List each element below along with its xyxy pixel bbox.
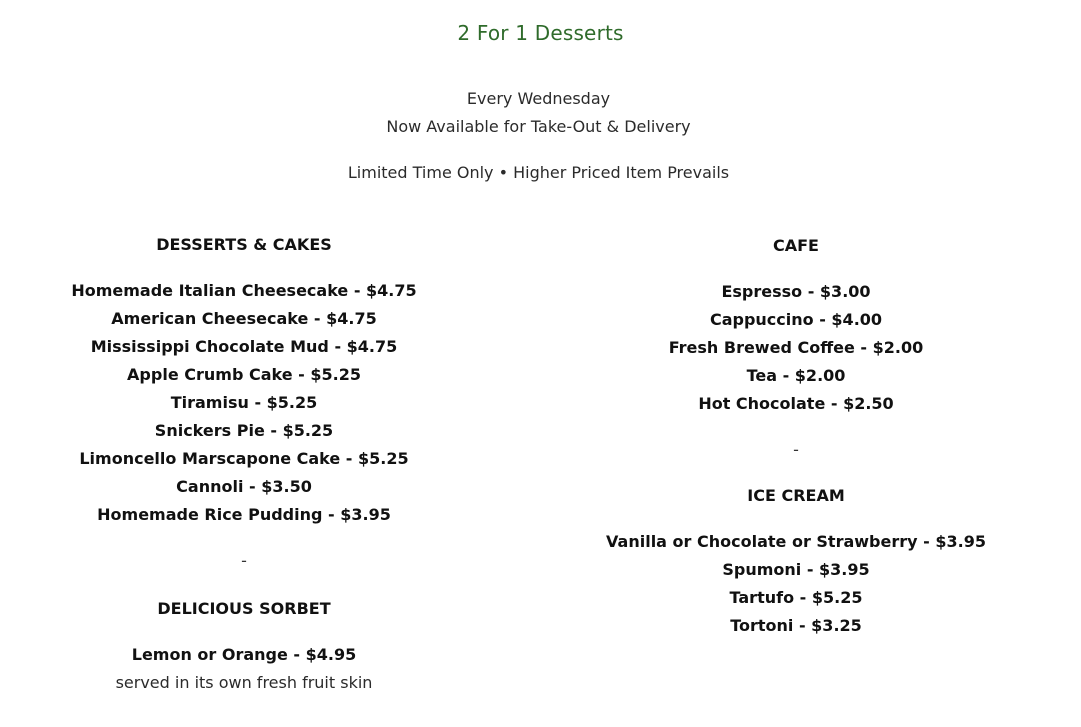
terms-text: Limited Time Only • Higher Priced Item Prevails [347,163,730,182]
menu-item: Tortoni - $3.25 [730,616,862,635]
section-separator: - [793,440,799,459]
availability-text: Now Available for Take-Out & Delivery [386,117,691,136]
desserts-list [44,277,444,529]
schedule-text: Every Wednesday [466,89,611,108]
menu-item: Mississippi Chocolate Mud - $4.75 [90,337,398,356]
sorbet-heading: DELICIOUS SORBET [157,599,331,618]
cafe-list [596,278,996,418]
menu-item: Vanilla or Chocolate or Strawberry - $3.95 [606,532,986,551]
page-title: 2 For 1 Desserts [457,21,624,45]
menu-item: Espresso - $3.00 [721,282,871,301]
cafe-column [596,232,996,640]
menu-item: Homemade Italian Cheesecake - $4.75 [71,281,417,300]
item-note: served in its own fresh fruit skin [115,673,373,692]
desserts-column [44,231,444,697]
icecream-list [596,528,996,640]
menu-item: Hot Chocolate - $2.50 [698,394,894,413]
menu-item: Limoncello Marscapone Cake - $5.25 [79,449,409,468]
menu-item: Spumoni - $3.95 [722,560,870,579]
cafe-heading: CAFE [773,236,819,255]
section-separator: - [241,551,247,570]
menu-item: Cannoli - $3.50 [176,477,312,496]
menu-item: Lemon or Orange - $4.95 [131,645,357,664]
menu-item: Homemade Rice Pudding - $3.95 [97,505,391,524]
menu-item: Tea - $2.00 [746,366,846,385]
menu-item: Snickers Pie - $5.25 [154,421,334,440]
desserts-heading: DESSERTS & CAKES [156,235,332,254]
menu-item: Tartufo - $5.25 [729,588,863,607]
menu-item: Cappuccino - $4.00 [709,310,883,329]
menu-item: Tiramisu - $5.25 [170,393,318,412]
menu-item: Apple Crumb Cake - $5.25 [127,365,361,384]
menu-item: American Cheesecake - $4.75 [111,309,377,328]
icecream-heading: ICE CREAM [747,486,845,505]
menu-item: Fresh Brewed Coffee - $2.00 [668,338,924,357]
